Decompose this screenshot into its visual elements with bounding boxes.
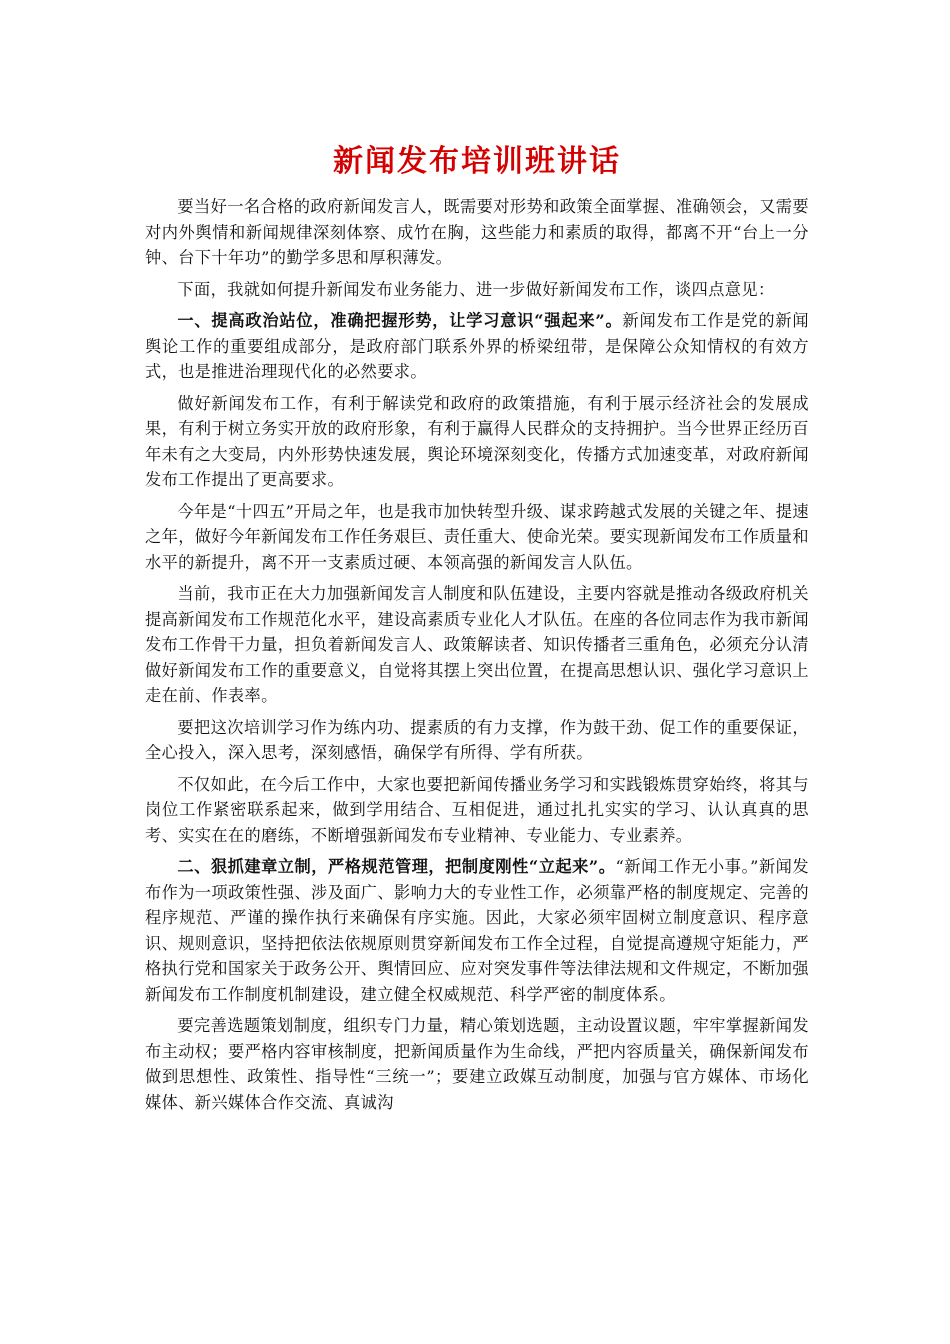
paragraph-text: 要完善选题策划制度，组织专门力量，精心策划选题，主动设置议题，牢牢掌握新闻发布主动权；要严格内容审核制度，把新闻质量作为生命线，严把内容质量关，确保新闻发布做到思想性、政策性、指导性“三统一”；要建立政媒互动制度，加强与官方媒体、市场化媒体、新兴媒体合作交流、真诚沟 [145, 1016, 809, 1112]
paragraph [145, 1013, 809, 1115]
section-heading: 一、提高政治站位，准确把握形势，让学习意识“强起来”。 [177, 311, 623, 330]
document-title: 新闻发布培训班讲话 [333, 144, 621, 179]
paragraph-text: 要把这次培训学习作为练内功、提素质的有力支撑，作为鼓干劲、促工作的重要保证，全心投入，深入思考，深刻感悟，确保学有所得、学有所获。 [145, 717, 809, 762]
paragraph [145, 772, 809, 849]
paragraph-text: 今年是“十四五”开局之年，也是我市加快转型升级、谋求跨越式发展的关键之年、提速之年，做好今年新闻发布工作任务艰巨、责任重大、使命光荣。要实现新闻发布工作质量和水平的新提升，离不开一支素质过硬、本领高强的新闻发言人队伍。 [145, 501, 809, 572]
paragraph [145, 715, 809, 766]
paragraph [145, 581, 809, 709]
paragraph-text: 下面，我就如何提升新闻发布业务能力、进一步做好新闻发布工作，谈四点意见： [177, 279, 775, 299]
paragraph [145, 499, 809, 576]
paragraph [145, 194, 809, 271]
paragraph-text: 做好新闻发布工作，有利于解读党和政府的政策措施，有利于展示经济社会的发展成果，有利于树立务实开放的政府形象，有利于赢得人民群众的支持拥护。当今世界正经历百年未有之大变局，内外形势快速发展，舆论环境深刻变化，传播方式加速变革，对政府新闻发布工作提出了更高要求。 [145, 393, 809, 489]
paragraph-text: 当前，我市正在大力加强新闻发言人制度和队伍建设，主要内容就是推动各级政府机关提高新闻发布工作规范化水平，建设高素质专业化人才队伍。在座的各位同志作为我市新闻发布工作骨干力量，担负着新闻发言人、政策解读者、知识传播者三重角色，必须充分认清做好新闻发布工作的重要意义，自觉将其摆上突出位置，在提高思想认识、强化学习意识上走在前、作表率。 [145, 584, 809, 705]
paragraph-text: 不仅如此，在今后工作中，大家也要把新闻传播业务学习和实践锻炼贯穿始终，将其与岗位工作紧密联系起来，做到学用结合、互相促进，通过扎扎实实的学习、认认真真的思考、实实在在的磨练，不断增强新闻发布专业精神、专业能力、专业素养。 [145, 774, 809, 845]
section-heading: 二、狠抓建章立制，严格规范管理，把制度刚性“立起来”。 [177, 857, 616, 876]
paragraph [145, 308, 809, 385]
document-page [145, 128, 809, 1121]
paragraph [145, 391, 809, 493]
paragraph [145, 277, 809, 303]
paragraph-text: 新闻发布工作是党的新闻舆论工作的重要组成部分，是政府部门联系外界的桥梁纽带，是保障公众知情权的有效方式，也是推进治理现代化的必然要求。 [145, 311, 809, 381]
paragraph-text: 要当好一名合格的政府新闻发言人，既需要对形势和政策全面掌握、准确领会，又需要对内外舆情和新闻规律深刻体察、成竹在胸，这些能力和素质的取得，都离不开“台上一分钟、台下十年功”的勤学多思和厚积薄发。 [145, 197, 809, 267]
document-body [145, 194, 809, 1115]
paragraph-text: “新闻工作无小事。”新闻发布作为一项政策性强、涉及面广、影响力大的专业性工作，必须靠严格的制度规定、完善的程序规范、严谨的操作执行来确保有序实施。因此，大家必须牢固树立制度意识、程序意识、规则意识，坚持把依法依规原则贯穿新闻发布工作全过程，自觉提高遵规守矩能力，严格执行党和国家关于政务公开、舆情回应、应对突发事件等法律法规和文件规定，不断加强新闻发布工作制度机制建设，建立健全权威规范、科学严密的制度体系。 [145, 857, 810, 1004]
paragraph [145, 854, 809, 1007]
